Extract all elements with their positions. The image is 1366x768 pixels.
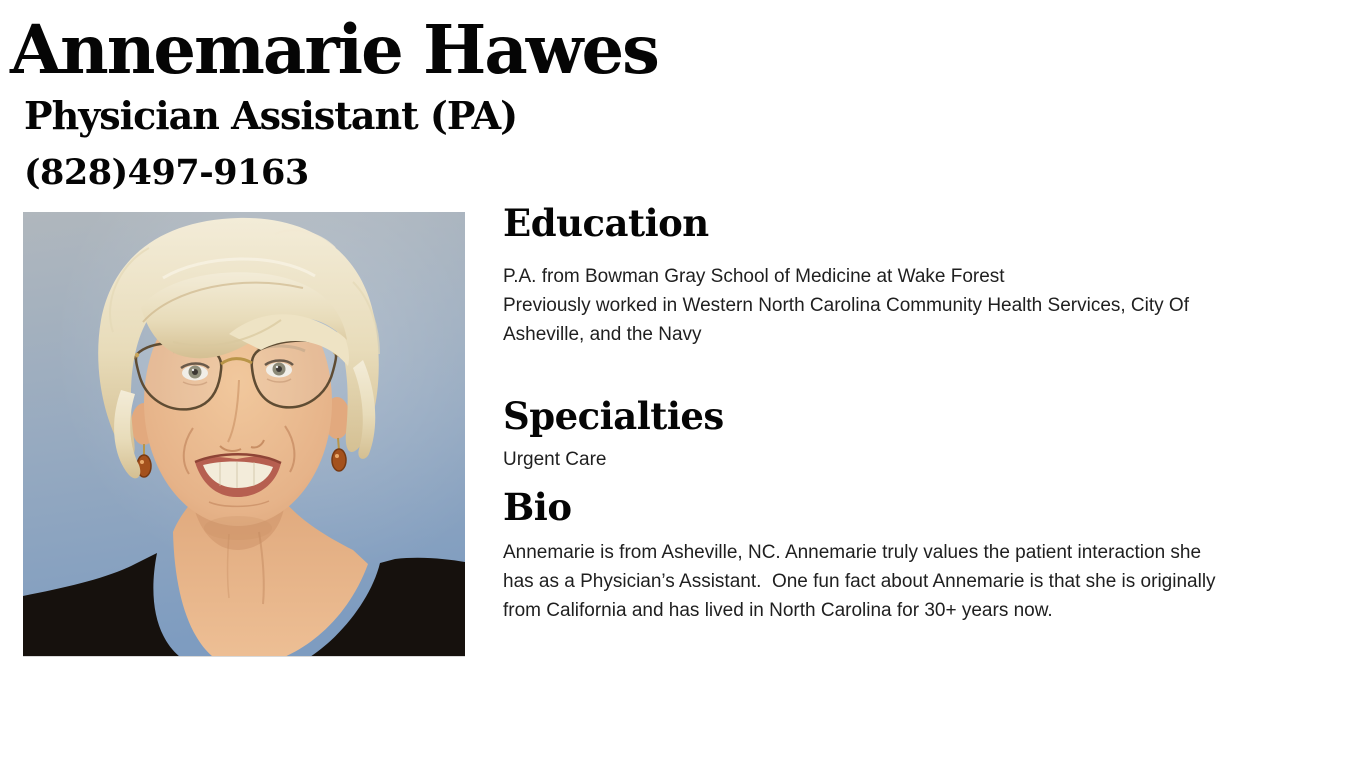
bio-line: has as a Physician’s Assistant. One fun fact about Annemarie is that she is originally [503,571,1216,592]
specialties-line: Urgent Care [503,449,607,470]
section-bio [503,484,1323,625]
section-education [503,200,1323,349]
bio-text [503,538,1323,625]
profile-details [503,200,1323,625]
education-heading: Education [503,201,709,245]
education-text [503,262,1323,349]
education-line: Previously worked in Western North Carolina Community Health Services, City Of [503,295,1189,316]
profile-name: Annemarie Hawes [10,10,658,89]
profile-phone: (828)497-9163 [24,152,309,193]
bio-heading: Bio [503,485,572,529]
specialties-text [503,445,1323,474]
profile-photo [23,212,465,657]
profile-role: Physician Assistant (PA) [24,93,518,138]
specialties-heading: Specialties [503,394,724,438]
portrait-illustration [23,212,465,656]
bio-line: Annemarie is from Asheville, NC. Annemarie truly values the patient interaction she [503,542,1202,563]
education-line: Asheville, and the Navy [503,324,702,345]
section-specialties [503,393,1323,474]
profile-header [0,0,1366,194]
education-line: P.A. from Bowman Gray School of Medicine at Wake Forest [503,266,1005,287]
bio-line: from California and has lived in North Carolina for 30+ years now. [503,600,1053,621]
